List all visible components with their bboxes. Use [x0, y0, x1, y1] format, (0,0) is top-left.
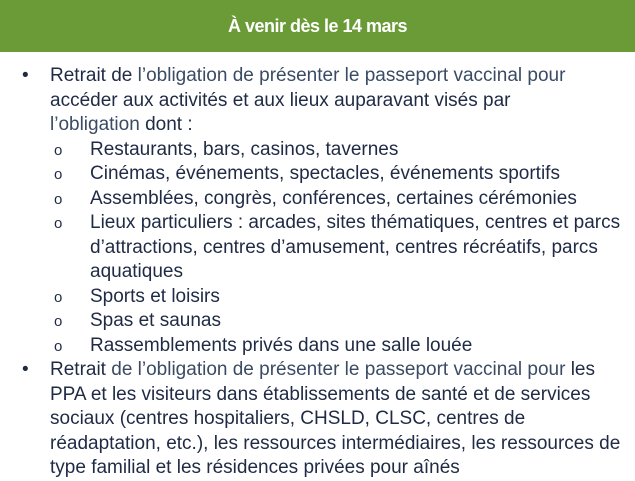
sub-item-text: Restaurants, bars, casinos, tavernes — [90, 138, 399, 160]
sub-marker-icon: o — [54, 141, 63, 159]
bullet-text: de l’obligation de présenter le passeport vaccinal pour — [105, 359, 566, 380]
page-title: À venir dès le 14 mars — [227, 15, 408, 36]
bullet-body: les PPA et les visiteurs dans établissements de santé et de services sociaux (centres hospitaliers, CHSLD, CLSC, centres de réadaptation, etc.), les ressources intermédiaires, les ressources de type familial et les résidences privées pour aînés — [50, 359, 621, 478]
sub-item-text: Rassemblements privés dans une salle louée — [90, 334, 473, 356]
content — [0, 64, 635, 481]
sub-list-item — [48, 187, 635, 212]
bullet-lead: Retrait — [50, 359, 106, 380]
bullet-item-passport-activities — [0, 64, 635, 138]
sub-item-text: Lieux particuliers : arcades, sites thématiques, centres et parcs d’attractions, centres d’amusement, centres récréatifs, parcs aquatiques — [90, 212, 621, 282]
sub-marker-icon: o — [54, 313, 63, 330]
sub-list-item — [48, 162, 635, 187]
sub-list — [48, 138, 635, 359]
bullet-text: l’obligation de présenter le passeport vaccinal pour — [132, 65, 566, 86]
sub-item-text: Assemblées, congrès, conférences, certaines cérémonies — [90, 187, 577, 209]
bullet-item-passport-health — [0, 358, 635, 481]
sub-item-text: Spas et saunas — [90, 310, 221, 331]
bullet-lead: Retrait de — [50, 65, 133, 86]
sub-list-item — [48, 309, 635, 334]
sub-marker-icon: o — [54, 337, 63, 355]
sub-list-item — [48, 285, 635, 310]
bullet-dot-icon: • — [22, 65, 29, 86]
sub-list-item — [48, 334, 635, 359]
sub-list-item — [48, 138, 635, 163]
sub-list-container — [48, 138, 635, 359]
header-banner — [0, 0, 635, 52]
sub-marker-icon: o — [54, 190, 63, 208]
sub-item-text: Cinémas, événements, spectacles, événements sportifs — [90, 163, 560, 184]
sub-item-text: Sports et loisirs — [90, 285, 220, 307]
sub-marker-icon: o — [54, 166, 63, 183]
bullet-text-line2: accéder aux activités et aux lieux auparavant visés par — [50, 89, 511, 111]
sub-list-item — [48, 211, 635, 285]
bullet-text-line3a: l’obligation — [50, 114, 140, 135]
sub-marker-icon: o — [54, 288, 63, 306]
sub-marker-icon: o — [54, 215, 63, 232]
bullet-dot-icon: • — [22, 359, 29, 380]
bullet-text-line3b: dont : — [139, 114, 193, 135]
